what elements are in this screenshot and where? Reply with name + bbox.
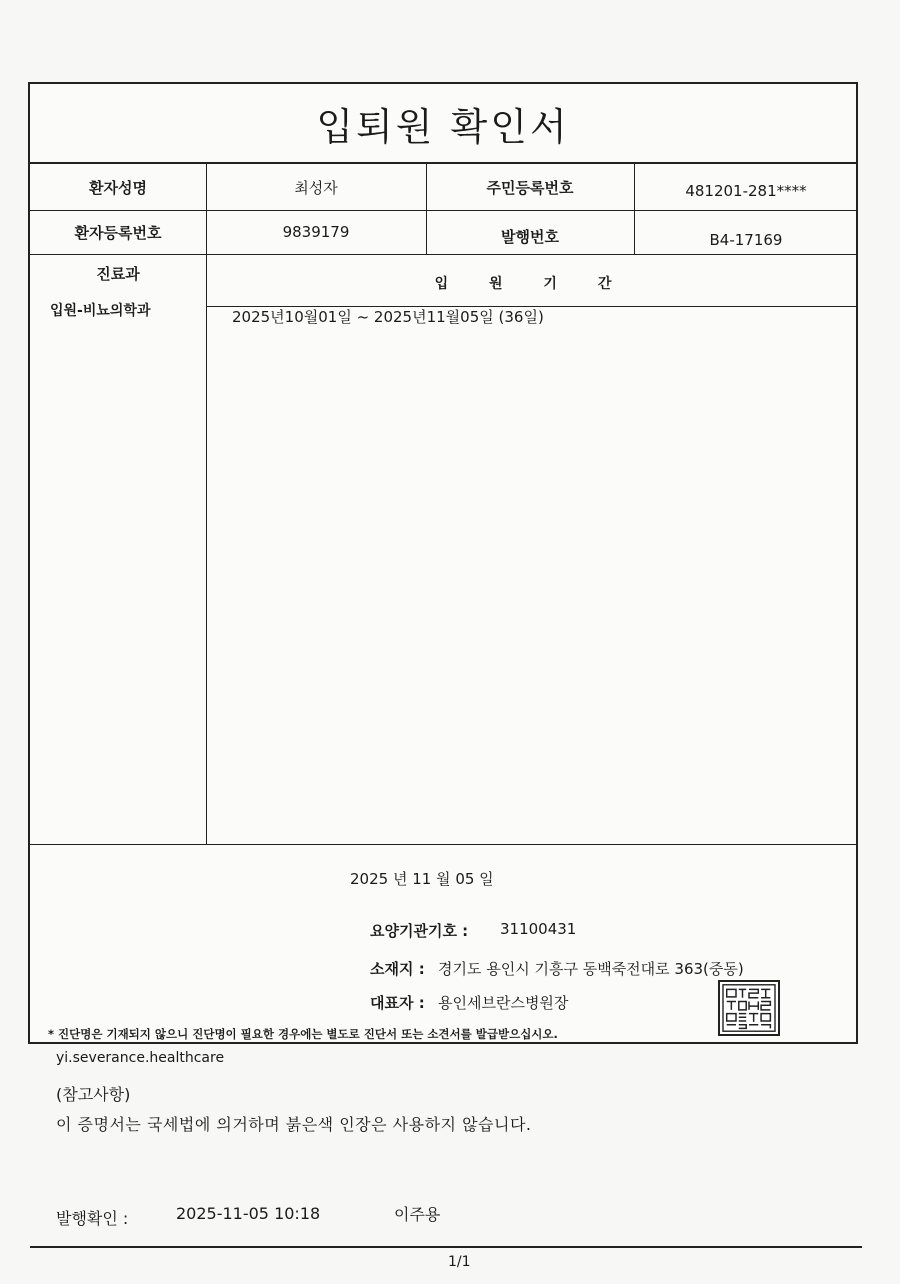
admission-period-label: 입 원 기 간 — [434, 276, 630, 292]
issue-confirm-label: 발행확인 : — [56, 1209, 129, 1228]
admission-period-value: 2025년10월01일 ~ 2025년11월05일 (36일) — [232, 308, 544, 326]
resident-number-label: 주민등록번호 — [486, 178, 574, 197]
institution-code-label: 요양기관기호 : — [370, 922, 469, 940]
department-label: 진료과 — [96, 264, 140, 283]
issue-date: 2025 년 11 월 05 일 — [350, 870, 494, 888]
issue-number-label: 발행번호 — [501, 227, 559, 246]
row-divider — [30, 844, 858, 845]
page-number: 1/1 — [448, 1254, 471, 1270]
patient-reg-number-label: 환자등록번호 — [74, 223, 162, 242]
issuer-name: 이주용 — [394, 1205, 441, 1224]
note-text: 이 증명서는 국세법에 의거하며 붉은색 인장은 사용하지 않습니다. — [56, 1115, 532, 1134]
address-label: 소재지 : — [370, 960, 425, 978]
institution-code: 31100431 — [500, 920, 577, 938]
representative-value: 용인세브란스병원장 — [438, 994, 569, 1012]
website-url: yi.severance.healthcare — [56, 1050, 225, 1066]
representative-label: 대표자 : — [370, 994, 425, 1012]
issue-number-value: B4-17169 — [709, 231, 783, 249]
footnote: * 진단명은 기재되지 않으니 진단명이 필요한 경우에는 별도로 진단서 또는 소견서를 발급받으십시오. — [48, 1027, 558, 1041]
patient-name-value: 최성자 — [294, 178, 338, 197]
document-title: 입퇴원 확인서 — [30, 84, 856, 164]
department-value: 입원-비뇨의학과 — [50, 303, 151, 319]
address-value: 경기도 용인시 기흥구 동백죽전대로 363(중동) — [438, 960, 744, 978]
patient-reg-number-value: 9839179 — [282, 223, 350, 241]
resident-number-value: 481201-281**** — [685, 182, 807, 200]
hospital-seal-icon — [718, 980, 780, 1036]
certificate-form — [28, 82, 858, 1044]
patient-name-label: 환자성명 — [89, 178, 147, 197]
issue-confirm-datetime: 2025-11-05 10:18 — [176, 1204, 321, 1223]
footer-rule — [30, 1246, 862, 1248]
note-heading: (참고사항) — [56, 1085, 131, 1104]
